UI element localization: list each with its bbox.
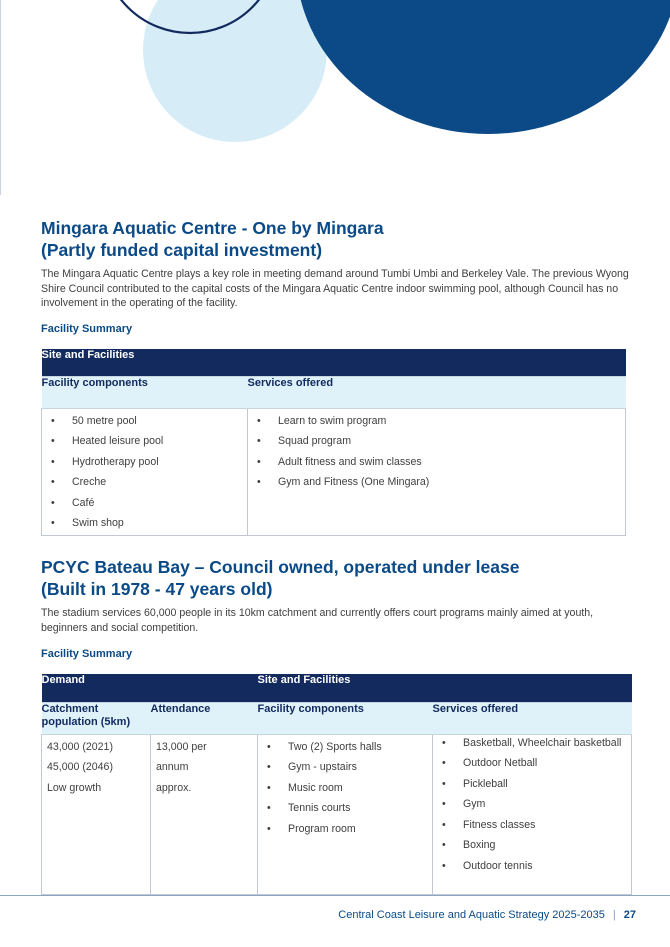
left-edge-line <box>0 0 1 195</box>
attendance-value: 13,000 per <box>156 740 207 753</box>
section2-title-line1: PCYC Bateau Bay – Council owned, operated under lease <box>41 557 520 577</box>
section1-col-components: Facility components <box>42 376 248 408</box>
list-item: • Music room <box>267 781 343 794</box>
attendance-value: approx. <box>156 781 192 794</box>
section2-attendance-cell <box>151 734 258 894</box>
section1-body: The Mingara Aquatic Centre plays a key role in meeting demand around Tumbi Umbi and Berkeley Vale. The previous Wyong Shire Council contributed to the capital costs of the Mingara Aquatic Centre indoor swimming pool, although Council has no involvement in the operating of the facility. <box>41 268 629 310</box>
list-item: • Gym <box>442 798 486 810</box>
section1-col-services: Services offered <box>248 376 626 408</box>
footer <box>338 909 636 921</box>
list-item: • Basketball, Wheelchair basketball <box>442 736 622 749</box>
list-item: • Gym - upstairs <box>267 761 357 773</box>
list-item: • Café <box>51 496 95 509</box>
section1-services-cell <box>248 408 626 535</box>
section2-col-attendance: Attendance <box>151 702 258 734</box>
list-item: • Outdoor tennis <box>442 859 533 872</box>
list-item: • Tennis courts <box>267 802 351 814</box>
list-item: • Boxing <box>442 839 496 851</box>
list-item: • Program room <box>267 822 356 835</box>
header-decoration <box>0 0 670 200</box>
list-item: • Hydrotherapy pool <box>51 455 159 468</box>
footer-title: Central Coast Leisure and Aquatic Strategy 2025-2035 <box>338 909 605 921</box>
list-item: • Learn to swim program <box>257 414 387 427</box>
footer-divider <box>0 895 670 896</box>
section2-col-catchment: Catchment population (5km) <box>42 702 151 734</box>
section2-title <box>41 556 519 600</box>
section2-body: The stadium services 60,000 people in its 10km catchment and currently offers court programs mainly aimed at youth, beginners and social competition. <box>41 607 594 634</box>
footer-separator: | <box>612 909 616 921</box>
list-item: • Gym and Fitness (One Mingara) <box>257 476 430 488</box>
catchment-value: 43,000 (2021) <box>47 740 113 753</box>
section1-title-line2: (Partly funded capital investment) <box>41 240 323 260</box>
list-item: • Fitness classes <box>442 818 536 831</box>
list-item: • Pickleball <box>442 777 508 790</box>
list-item: • Squad program <box>257 435 352 447</box>
catchment-value: Low growth <box>47 781 102 794</box>
list-item: • Swim shop <box>51 517 124 529</box>
section1-title-line1: Mingara Aquatic Centre - One by Mingara <box>41 218 384 238</box>
list-item: • Two (2) Sports halls <box>267 740 382 753</box>
section2-services-cell <box>433 734 632 894</box>
attendance-value: annum <box>156 761 189 773</box>
section1-summary-label: Facility Summary <box>41 323 133 335</box>
section2-table <box>41 674 632 895</box>
section2-demand-header: Demand <box>42 674 258 702</box>
page-number: 27 <box>623 909 636 921</box>
section2-col-components: Facility components <box>258 702 433 734</box>
catchment-value: 45,000 (2046) <box>47 761 113 773</box>
section1-title <box>41 217 384 261</box>
dark-blue-circle <box>296 0 670 134</box>
section1-components-cell <box>42 408 248 535</box>
section2-site-header: Site and Facilities <box>258 674 632 702</box>
section2-catchment-cell <box>42 734 151 894</box>
list-item: • Outdoor Netball <box>442 757 538 769</box>
section2-title-line2: (Built in 1978 - 47 years old) <box>41 579 273 599</box>
list-item: • 50 metre pool <box>51 414 137 427</box>
section2-col-services: Services offered <box>433 702 632 734</box>
section1-table-header: Site and Facilities <box>42 349 626 376</box>
section2-components-cell <box>258 734 433 894</box>
section1-table <box>41 349 626 536</box>
list-item: • Creche <box>51 476 107 488</box>
list-item: • Adult fitness and swim classes <box>257 455 422 468</box>
section2-summary-label: Facility Summary <box>41 648 133 660</box>
list-item: • Heated leisure pool <box>51 435 164 447</box>
